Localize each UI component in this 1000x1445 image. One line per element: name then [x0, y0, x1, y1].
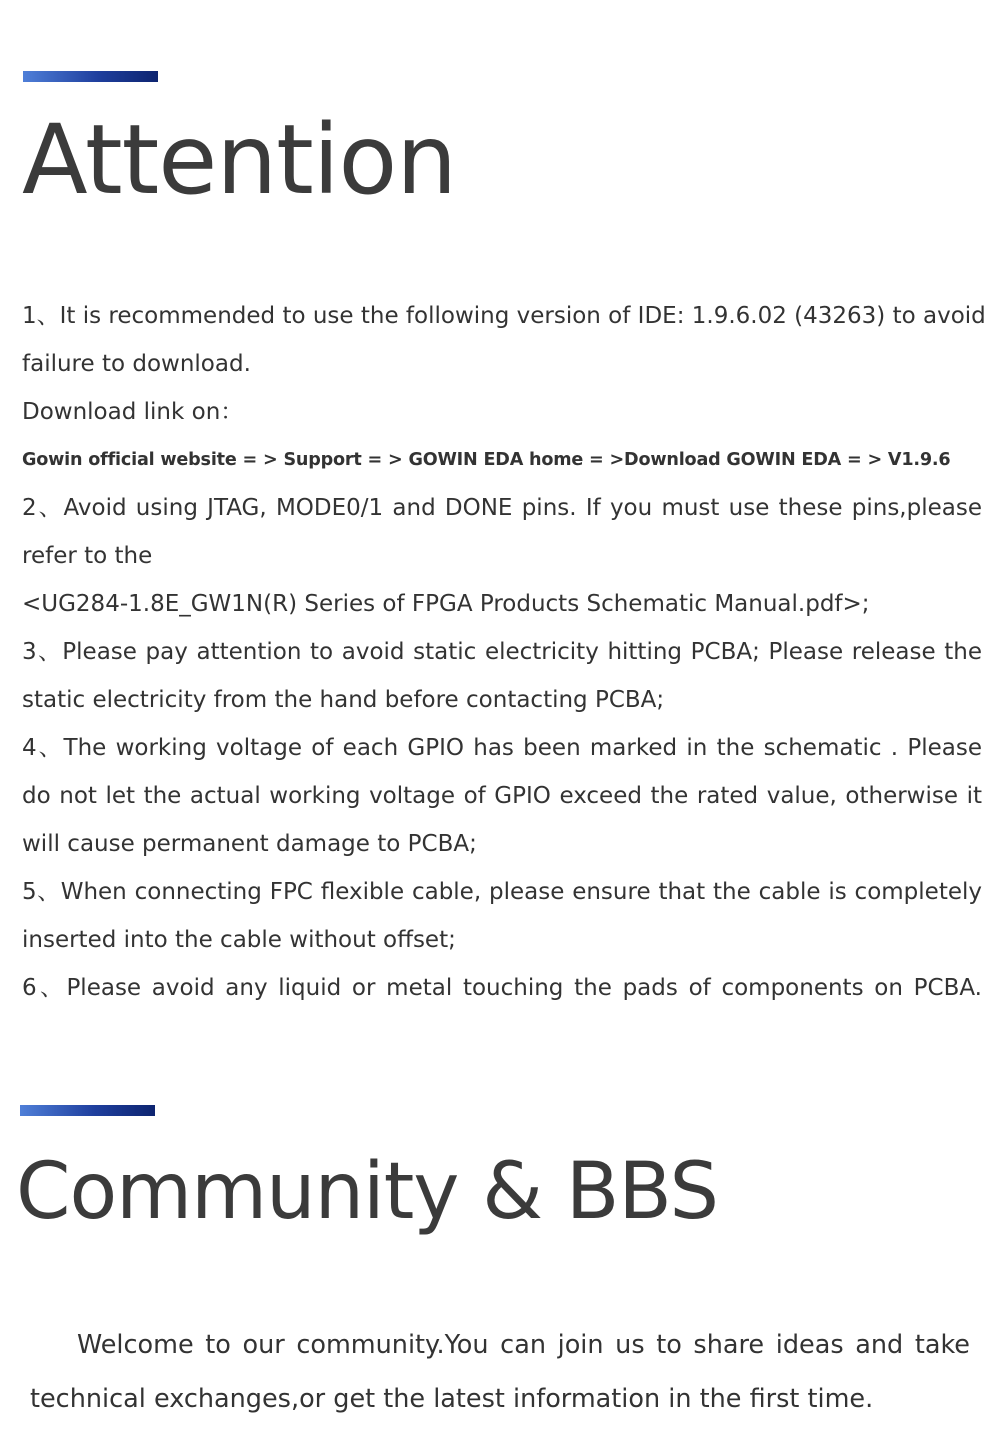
note-4-line-1: 4、The working voltage of each GPIO has been marked in the schematic . Please: [22, 735, 982, 761]
note-1-line-1: 1、It is recommended to use the following version of IDE: 1.9.6.02 (43263) to avoid: [22, 303, 986, 329]
note-4-line-2: do not let the actual working voltage of GPIO exceed the rated value, otherwise it: [22, 783, 982, 809]
welcome-line-1: Welcome to our community.You can join us to share ideas and take: [77, 1330, 970, 1360]
community-accent-bar: [20, 1105, 155, 1116]
note-4-line-3: will cause permanent damage to PCBA;: [22, 831, 477, 857]
note-3-line-2: static electricity from the hand before contacting PCBA;: [22, 687, 665, 713]
note-6-line-1: 6、Please avoid any liquid or metal touching the pads of components on PCBA.: [22, 975, 982, 1001]
welcome-line-2: technical exchanges,or get the latest information in the first time.: [30, 1384, 874, 1414]
note-2-manual-reference: <UG284-1.8E_GW1N(R) Series of FPGA Products Schematic Manual.pdf>;: [22, 591, 870, 617]
note-5-line-2: inserted into the cable without offset;: [22, 927, 456, 953]
download-link-label: Download link on：: [22, 399, 244, 425]
note-5-line-1: 5、When connecting FPC flexible cable, please ensure that the cable is completely: [22, 879, 982, 905]
community-title: Community & BBS: [16, 1147, 719, 1237]
attention-accent-bar: [23, 71, 158, 82]
note-3-line-1: 3、Please pay attention to avoid static electricity hitting PCBA; Please release the: [22, 639, 982, 665]
note-2-line-1: 2、Avoid using JTAG, MODE0/1 and DONE pins. If you must use these pins,please: [22, 495, 982, 521]
note-2-line-2: refer to the: [22, 543, 153, 569]
download-path: Gowin official website = > Support = > GOWIN EDA home = >Download GOWIN EDA = > V1.9.6: [22, 450, 951, 470]
attention-notes: [22, 292, 986, 1012]
community-welcome-text: [30, 1318, 970, 1426]
attention-title: Attention: [22, 104, 457, 216]
note-1-line-2: failure to download.: [22, 351, 251, 377]
